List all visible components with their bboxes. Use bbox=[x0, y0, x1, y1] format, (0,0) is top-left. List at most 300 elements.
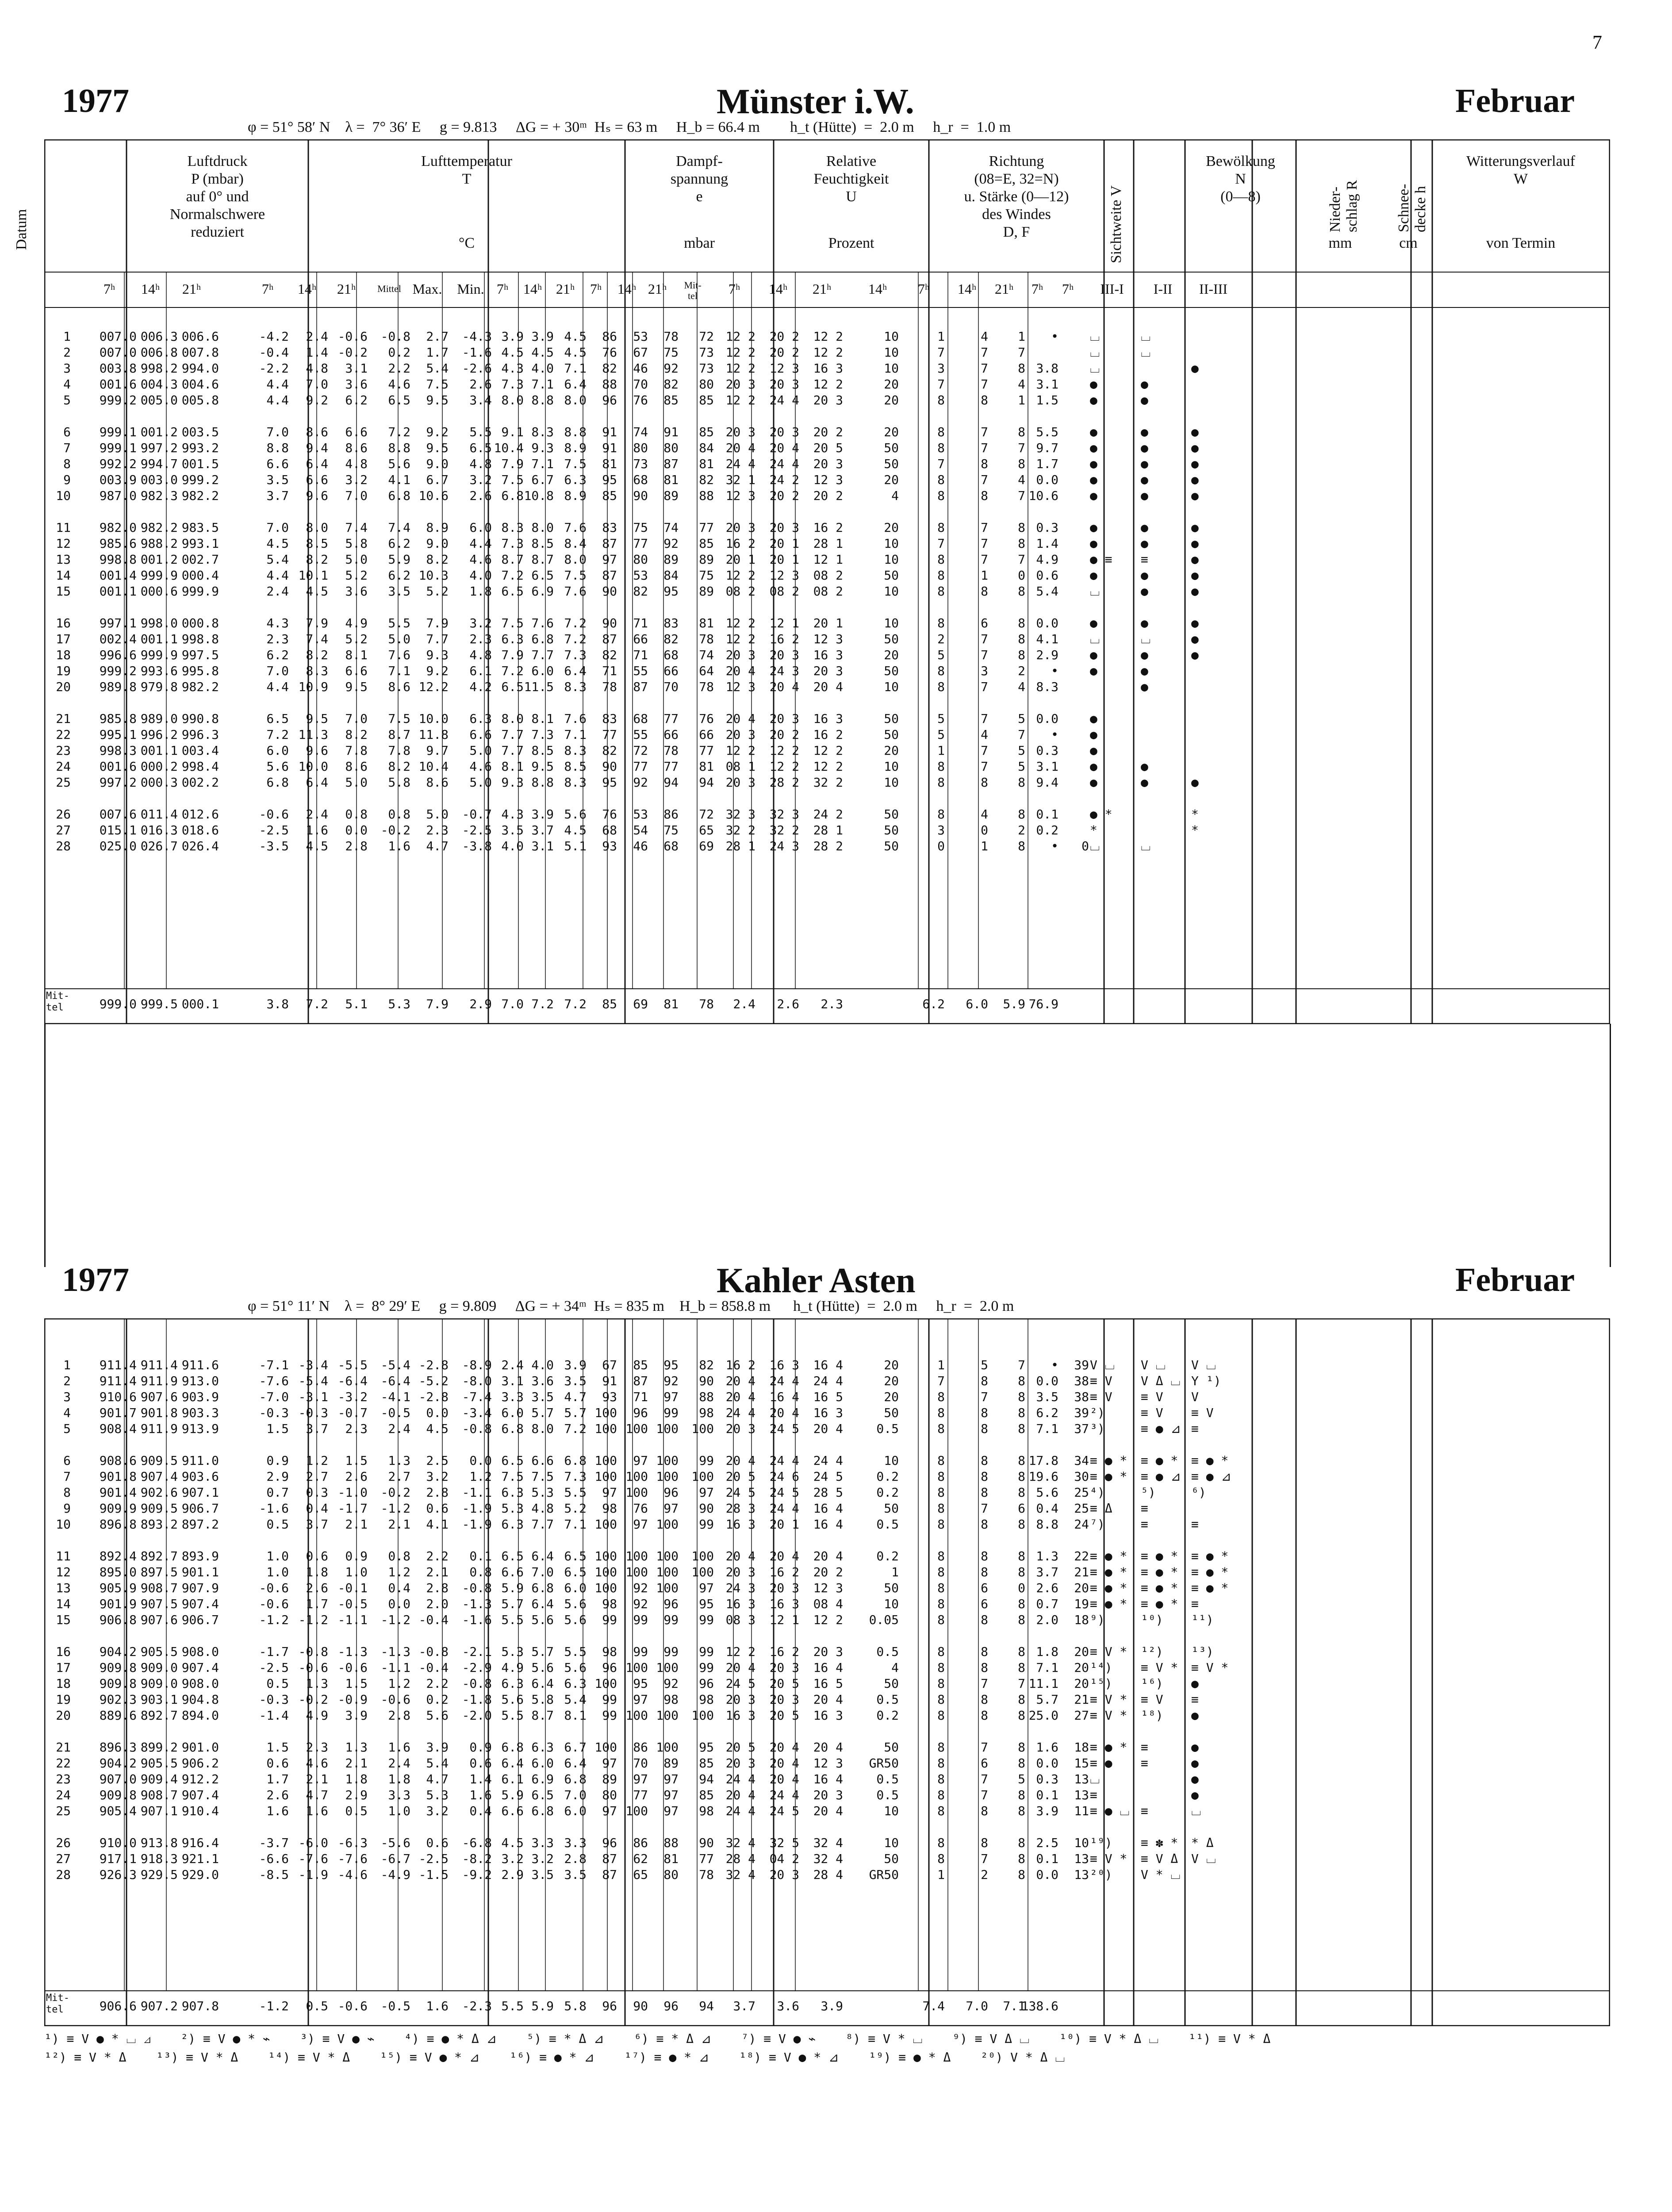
cell-tmin: 0.9 bbox=[469, 1740, 492, 1755]
cell-u21: 81 bbox=[663, 1851, 679, 1866]
cell-tm: 5.5 bbox=[388, 616, 410, 630]
cell-n7: 8 bbox=[937, 1772, 945, 1786]
cell-v14: 50 bbox=[884, 457, 899, 471]
cell-tmax: 3.2 bbox=[426, 1804, 449, 1818]
cell-u21: 81 bbox=[663, 472, 679, 487]
cell-n7: 1 bbox=[937, 743, 945, 758]
cell-tm: 1.2 bbox=[388, 1676, 410, 1691]
cell-p21: 002.2 bbox=[181, 775, 219, 790]
cell-tmin: 2.3 bbox=[469, 632, 492, 646]
cell-t14: -0.2 bbox=[298, 1692, 328, 1707]
day-number: 23 bbox=[56, 1772, 71, 1786]
cell-n7: 8 bbox=[937, 552, 945, 567]
cell-ww2: ≡ bbox=[1141, 1501, 1148, 1516]
cell-tm: 6.5 bbox=[388, 393, 410, 407]
cell-n7: 8 bbox=[937, 1581, 945, 1595]
cell-tmin: 6.0 bbox=[469, 520, 492, 535]
cell-e21: 6.0 bbox=[564, 1581, 587, 1595]
cell-n14: 7 bbox=[981, 441, 988, 455]
cell-tmax: 2.1 bbox=[426, 1565, 449, 1579]
cell-n21: 8 bbox=[1018, 1374, 1025, 1388]
cell-u7: 100 bbox=[594, 1406, 617, 1420]
cell-ww2: ≡ ● * bbox=[1141, 1597, 1178, 1611]
cell-n21: 8 bbox=[1018, 1485, 1025, 1500]
cell-v14: 10 bbox=[884, 680, 899, 694]
cell-tm: -0.6 bbox=[380, 1692, 410, 1707]
cell-t7: -0.4 bbox=[259, 345, 289, 360]
cell-w21: 20 3 bbox=[813, 1644, 843, 1659]
cell-tm: 3.3 bbox=[388, 1788, 410, 1802]
cell-v14: 50 bbox=[884, 568, 899, 583]
cell-t14: 10.0 bbox=[298, 759, 328, 774]
cell-tmin: -8.2 bbox=[462, 1851, 492, 1866]
cell-tmax: 9.2 bbox=[426, 664, 449, 678]
cell-ww3: ¹¹) bbox=[1191, 1613, 1214, 1627]
cell-e14: 10.8 bbox=[524, 488, 554, 503]
cell-v14: 20 bbox=[884, 648, 899, 662]
cell-tmax: 10.0 bbox=[418, 711, 449, 726]
cell-p14: 982.3 bbox=[140, 488, 178, 503]
cell-w14: 24 4 bbox=[769, 1453, 799, 1468]
cell-tmax: 1.7 bbox=[426, 345, 449, 360]
cell-ww1: ⌴ bbox=[1090, 329, 1100, 344]
cell-u14: 53 bbox=[633, 329, 648, 344]
cell-p14: 998.2 bbox=[140, 361, 178, 376]
cell-p7: 909.8 bbox=[99, 1788, 137, 1802]
cell-t21: -1.3 bbox=[337, 1644, 368, 1659]
cell-rr: 5.5 bbox=[1036, 425, 1058, 439]
cell-n7: 8 bbox=[937, 1676, 945, 1691]
cell-tmin: -1.1 bbox=[462, 1485, 492, 1500]
cell-ww1: ⌴ bbox=[1090, 839, 1100, 853]
cell-t7: 1.7 bbox=[266, 1772, 289, 1786]
cell-w7: 12 2 bbox=[725, 345, 755, 360]
header-lufttemperatur: Lufttemperatur T bbox=[421, 153, 512, 187]
cell-u7: 98 bbox=[602, 1644, 617, 1659]
cell-p21: 911.6 bbox=[181, 1358, 219, 1372]
cell-ww3: ≡ ● * bbox=[1191, 1581, 1229, 1595]
cell-n14: 7 bbox=[981, 1772, 988, 1786]
cell-ww1: ● bbox=[1090, 743, 1097, 758]
cell-e21: 7.0 bbox=[564, 1788, 587, 1802]
day-number: 11 bbox=[56, 520, 71, 535]
subheader-n21: 21ʰ bbox=[994, 281, 1014, 297]
cell-ww1: ≡ V * bbox=[1090, 1708, 1127, 1723]
cell-u14: 54 bbox=[633, 823, 648, 837]
cell-e21: 5.6 bbox=[564, 1660, 587, 1675]
cell-n7: 8 bbox=[937, 1836, 945, 1850]
cell-tm: -5.4 bbox=[380, 1358, 410, 1372]
cell-rr: 2.6 bbox=[1036, 1581, 1058, 1595]
cell-w7: 24 4 bbox=[725, 1406, 755, 1420]
cell-t14: 1.8 bbox=[306, 1565, 328, 1579]
cell-w14: 20 3 bbox=[769, 711, 799, 726]
cell-p14: 993.6 bbox=[140, 664, 178, 678]
cell-e14: 8.1 bbox=[531, 711, 554, 726]
cell-rr: 1.7 bbox=[1036, 457, 1058, 471]
cell-v14: 10 bbox=[884, 345, 899, 360]
cell-t21: -1.7 bbox=[337, 1501, 368, 1516]
cell-rr: 0.3 bbox=[1036, 1772, 1058, 1786]
cell-n21: 8 bbox=[1018, 616, 1025, 630]
cell-ww2: ≡ V Δ bbox=[1141, 1851, 1178, 1866]
cell-ww1: ● ≡ bbox=[1090, 552, 1112, 567]
cell-e7: 8.3 bbox=[501, 520, 524, 535]
cell-w7: 20 3 bbox=[725, 775, 755, 790]
cell-t21: -0.7 bbox=[337, 1406, 368, 1420]
cell-ww1: ⌴ bbox=[1090, 345, 1100, 360]
cell-p21: 000.8 bbox=[181, 616, 219, 630]
day-number: 24 bbox=[56, 759, 71, 774]
cell-ww2: ¹⁶) bbox=[1141, 1676, 1163, 1691]
cell-w7: 16 2 bbox=[725, 536, 755, 551]
cell-u14: 80 bbox=[633, 552, 648, 567]
cell-t14: 4.8 bbox=[306, 361, 328, 376]
cell-w7: 20 3 bbox=[725, 727, 755, 742]
cell-ww3: ● bbox=[1191, 1772, 1199, 1786]
cell-ww1: ⌴ bbox=[1090, 361, 1100, 376]
cell-v14: 50 bbox=[884, 1501, 899, 1516]
cell-w7: 12 2 bbox=[725, 393, 755, 407]
cell-t14: 4.5 bbox=[306, 584, 328, 599]
cell-tmin: 3.4 bbox=[469, 393, 492, 407]
cell-n21: 2 bbox=[1018, 823, 1025, 837]
cell-tmin: -2.5 bbox=[462, 823, 492, 837]
cell-um: 100 bbox=[691, 1708, 714, 1723]
cell-e14: 6.4 bbox=[531, 1676, 554, 1691]
cell-n21: 7 bbox=[1018, 345, 1025, 360]
cell-t21: -0.5 bbox=[337, 1597, 368, 1611]
subheader-rr: 7ʰ bbox=[1031, 281, 1043, 297]
cell-p21: 012.6 bbox=[181, 807, 219, 822]
cell-t21: 0.5 bbox=[345, 1804, 368, 1818]
cell-v14: 10 bbox=[884, 536, 899, 551]
day-number: 16 bbox=[56, 1644, 71, 1659]
cell-um: 99 bbox=[699, 1613, 714, 1627]
cell-tmin: 6.1 bbox=[469, 664, 492, 678]
cell-n21: 8 bbox=[1018, 1740, 1025, 1755]
cell-t14: 4.5 bbox=[306, 839, 328, 853]
cell-um: 81 bbox=[699, 616, 714, 630]
station-name: Kahler Asten bbox=[717, 1261, 916, 1300]
cell-t7: 0.5 bbox=[266, 1517, 289, 1532]
cell-w14: 32 5 bbox=[769, 1836, 799, 1850]
cell-u21: 92 bbox=[663, 1374, 679, 1388]
cell-t7: -0.3 bbox=[259, 1406, 289, 1420]
day-number: 17 bbox=[56, 1660, 71, 1675]
cell-ww1: ¹⁵) bbox=[1090, 1676, 1112, 1691]
cell-p21: 999.2 bbox=[181, 472, 219, 487]
cell-p14: 893.2 bbox=[140, 1517, 178, 1532]
cell-u14: 99 bbox=[633, 1644, 648, 1659]
cell-p21: 901.1 bbox=[181, 1565, 219, 1579]
cell-tm: 7.1 bbox=[388, 664, 410, 678]
cell-u21: 84 bbox=[663, 568, 679, 583]
cell-w14: 20 2 bbox=[769, 488, 799, 503]
cell-n14: 7 bbox=[981, 536, 988, 551]
cell-ww2: ● bbox=[1141, 377, 1148, 392]
cell-p7: 982.0 bbox=[99, 520, 137, 535]
cell-v14: 0.2 bbox=[876, 1708, 899, 1723]
cell-w7: 16 3 bbox=[725, 1517, 755, 1532]
cell-u7: 82 bbox=[602, 648, 617, 662]
cell-u7: 97 bbox=[602, 1804, 617, 1818]
cell-ww1: ● bbox=[1090, 568, 1097, 583]
cell-e14: 3.7 bbox=[531, 823, 554, 837]
cell-rr: 9.7 bbox=[1036, 441, 1058, 455]
cell-e14: 8.8 bbox=[531, 393, 554, 407]
cell-sd: 34 bbox=[1074, 1453, 1089, 1468]
cell-u7: 93 bbox=[602, 1390, 617, 1404]
cell-u21: 99 bbox=[663, 1644, 679, 1659]
cell-ww2: ● bbox=[1141, 584, 1148, 599]
cell-u7: 96 bbox=[602, 393, 617, 407]
cell-v14: GR50 bbox=[869, 1756, 899, 1770]
cell-n14: 8 bbox=[981, 584, 988, 599]
cell-t21: 0.8 bbox=[345, 807, 368, 822]
cell-e21: 4.5 bbox=[564, 345, 587, 360]
cell-n14: 4 bbox=[981, 727, 988, 742]
cell-p21: 996.3 bbox=[181, 727, 219, 742]
cell-w21: 32 2 bbox=[813, 775, 843, 790]
cell-n14: 6 bbox=[981, 1581, 988, 1595]
mean-p7: 999.0 bbox=[99, 997, 137, 1011]
cell-t7: 0.7 bbox=[266, 1485, 289, 1500]
cell-p14: 003.0 bbox=[140, 472, 178, 487]
cell-n14: 7 bbox=[981, 1851, 988, 1866]
cell-t14: 8.5 bbox=[306, 536, 328, 551]
cell-n21: 0 bbox=[1018, 1581, 1025, 1595]
cell-w21: 20 3 bbox=[813, 1788, 843, 1802]
cell-tmax: 2.7 bbox=[426, 329, 449, 344]
cell-e14: 6.3 bbox=[531, 1740, 554, 1755]
footnote-line: ¹²) ≡ V * Δ ¹³) ≡ V * Δ ¹⁴) ≡ V * Δ ¹⁵) ≡ V ● * ⊿ ¹⁶) ≡ ● * ⊿ ¹⁷) ≡ ● * ⊿ ¹⁸) ≡ V ● * ⊿ ¹⁹) ≡ ● * Δ ²⁰) V * Δ ⌴ bbox=[44, 2050, 1065, 2065]
cell-e7: 6.5 bbox=[501, 584, 524, 599]
cell-tmax: -0.4 bbox=[418, 1613, 449, 1627]
cell-ww3: ⌴ bbox=[1191, 1804, 1201, 1818]
cell-e21: 7.1 bbox=[564, 1517, 587, 1532]
cell-rr: 1.4 bbox=[1036, 536, 1058, 551]
cell-tmax: 0.0 bbox=[426, 1406, 449, 1420]
cell-u14: 74 bbox=[633, 425, 648, 439]
cell-u7: 90 bbox=[602, 584, 617, 599]
cell-n14: 8 bbox=[981, 1804, 988, 1818]
cell-n21: 8 bbox=[1018, 1788, 1025, 1802]
cell-n21: 2 bbox=[1018, 664, 1025, 678]
cell-e7: 7.3 bbox=[501, 377, 524, 392]
cell-t14: 1.4 bbox=[306, 345, 328, 360]
cell-e14: 6.6 bbox=[531, 1453, 554, 1468]
cell-u21: 68 bbox=[663, 648, 679, 662]
cell-e7: 7.9 bbox=[501, 457, 524, 471]
cell-n14: 8 bbox=[981, 1469, 988, 1484]
cell-tmin: -1.9 bbox=[462, 1517, 492, 1532]
cell-e7: 5.5 bbox=[501, 1613, 524, 1627]
cell-p7: 917.1 bbox=[99, 1851, 137, 1866]
cell-e7: 3.5 bbox=[501, 823, 524, 837]
cell-p7: 995.1 bbox=[99, 727, 137, 742]
cell-p14: 000.2 bbox=[140, 759, 178, 774]
cell-t7: 6.5 bbox=[266, 711, 289, 726]
cell-ww1: ⌴ bbox=[1090, 632, 1100, 646]
cell-p14: 988.2 bbox=[140, 536, 178, 551]
cell-w21: 32 4 bbox=[813, 1851, 843, 1866]
cell-e14: 7.5 bbox=[531, 1469, 554, 1484]
cell-tmin: 5.5 bbox=[469, 425, 492, 439]
cell-tm: -1.2 bbox=[380, 1501, 410, 1516]
cell-e21: 8.3 bbox=[564, 680, 587, 694]
day-number: 13 bbox=[56, 1581, 71, 1595]
day-number: 12 bbox=[56, 536, 71, 551]
cell-um: 74 bbox=[699, 648, 714, 662]
cell-p14: 909.4 bbox=[140, 1772, 178, 1786]
cell-tm: 2.1 bbox=[388, 1517, 410, 1532]
cell-t21: 3.6 bbox=[345, 584, 368, 599]
cell-p21: 908.0 bbox=[181, 1644, 219, 1659]
cell-n21: 8 bbox=[1018, 1692, 1025, 1707]
cell-ww2: ● bbox=[1141, 441, 1148, 455]
cell-n14: 4 bbox=[981, 329, 988, 344]
cell-w14: 24 4 bbox=[769, 393, 799, 407]
mean-e14: 5.9 bbox=[531, 1999, 554, 2013]
cell-tm: 6.2 bbox=[388, 568, 410, 583]
mean-rr: 76.9 bbox=[1028, 997, 1058, 1011]
cell-ww2: ● bbox=[1141, 472, 1148, 487]
cell-tmin: 0.1 bbox=[469, 1549, 492, 1563]
cell-rr: 17.8 bbox=[1028, 1453, 1058, 1468]
cell-n7: 5 bbox=[937, 648, 945, 662]
cell-u7: 68 bbox=[602, 823, 617, 837]
cell-u7: 76 bbox=[602, 345, 617, 360]
cell-w21: 16 2 bbox=[813, 520, 843, 535]
cell-rr: 6.2 bbox=[1036, 1406, 1058, 1420]
cell-v14: 0.5 bbox=[876, 1644, 899, 1659]
cell-tmax: 5.4 bbox=[426, 1756, 449, 1770]
cell-ww1: ⌴ bbox=[1090, 1772, 1100, 1786]
cell-sd: 38 bbox=[1074, 1374, 1089, 1388]
cell-u21: 97 bbox=[663, 1390, 679, 1404]
mean-p7: 906.6 bbox=[99, 1999, 137, 2013]
cell-n7: 8 bbox=[937, 680, 945, 694]
cell-um: 77 bbox=[699, 520, 714, 535]
footnote-line: ¹) ≡ V ● * ⌴ ⊿ ²) ≡ V ● * ⌁ ³) ≡ V ● ⌁ ⁴) ≡ ● * Δ ⊿ ⁵) ≡ * Δ ⊿ ⁶) ≡ * Δ ⊿ ⁷) ≡ V ● ⌁ ⁸) ≡ V * ⌴ ⁹) ≡ V Δ ⌴ ¹⁰) ≡ V * Δ ⌴ ¹¹) ≡ V * Δ bbox=[44, 2032, 1271, 2046]
station-name: Münster i.W. bbox=[717, 82, 914, 121]
cell-tmin: -3.4 bbox=[462, 1406, 492, 1420]
cell-t14: 2.4 bbox=[306, 807, 328, 822]
cell-w7: 28 3 bbox=[725, 1501, 755, 1516]
cell-u21: 74 bbox=[663, 520, 679, 535]
cell-p7: 001.6 bbox=[99, 377, 137, 392]
cell-ww3: ● bbox=[1191, 1756, 1199, 1770]
cell-u14: 92 bbox=[633, 1581, 648, 1595]
cell-t21: 5.0 bbox=[345, 775, 368, 790]
cell-e7: 6.3 bbox=[501, 1485, 524, 1500]
cell-n7: 8 bbox=[937, 1613, 945, 1627]
cell-n7: 8 bbox=[937, 1597, 945, 1611]
mean-e7: 7.0 bbox=[501, 997, 524, 1011]
cell-w7: 12 2 bbox=[725, 743, 755, 758]
cell-t21: 5.8 bbox=[345, 536, 368, 551]
cell-rr: 0.3 bbox=[1036, 520, 1058, 535]
cell-w21: 24 4 bbox=[813, 1453, 843, 1468]
cell-tmin: -0.8 bbox=[462, 1581, 492, 1595]
cell-w7: 12 2 bbox=[725, 329, 755, 344]
cell-n21: 0 bbox=[1018, 568, 1025, 583]
cell-n14: 1 bbox=[981, 568, 988, 583]
cell-p21: 003.5 bbox=[181, 425, 219, 439]
cell-n21: 8 bbox=[1018, 1565, 1025, 1579]
cell-ww3: ¹³) bbox=[1191, 1644, 1214, 1659]
cell-t21: 8.2 bbox=[345, 727, 368, 742]
cell-t21: 1.5 bbox=[345, 1676, 368, 1691]
cell-tmax: 5.0 bbox=[426, 807, 449, 822]
mittel-label: Mit- tel bbox=[46, 991, 69, 1013]
cell-p14: 909.0 bbox=[140, 1660, 178, 1675]
cell-u21: 99 bbox=[663, 1406, 679, 1420]
cell-t7: 2.3 bbox=[266, 632, 289, 646]
cell-tmax: 3.9 bbox=[426, 1740, 449, 1755]
cell-tmax: -2.8 bbox=[418, 1390, 449, 1404]
cell-e21: 8.5 bbox=[564, 759, 587, 774]
cell-t21: -0.2 bbox=[337, 345, 368, 360]
cell-p14: 899.2 bbox=[140, 1740, 178, 1755]
cell-t21: 2.6 bbox=[345, 1469, 368, 1484]
cell-u14: 100 bbox=[625, 1469, 648, 1484]
cell-tm: 8.6 bbox=[388, 680, 410, 694]
cell-ww1: ≡ ● * bbox=[1090, 1581, 1127, 1595]
cell-e7: 4.5 bbox=[501, 345, 524, 360]
cell-e21: 8.0 bbox=[564, 393, 587, 407]
cell-p14: 997.2 bbox=[140, 441, 178, 455]
cell-rr: 0.0 bbox=[1036, 1756, 1058, 1770]
cell-sd: 15 bbox=[1074, 1756, 1089, 1770]
cell-w7: 12 2 bbox=[725, 568, 755, 583]
cell-ww1: ● bbox=[1090, 664, 1097, 678]
cell-tm: 6.8 bbox=[388, 488, 410, 503]
cell-ww1: ● bbox=[1090, 711, 1097, 726]
cell-u14: 97 bbox=[633, 1692, 648, 1707]
cell-ww3: ● bbox=[1191, 1740, 1199, 1755]
cell-t7: -1.4 bbox=[259, 1708, 289, 1723]
cell-t7: -2.5 bbox=[259, 1660, 289, 1675]
cell-sd: 21 bbox=[1074, 1565, 1089, 1579]
cell-um: 84 bbox=[699, 441, 714, 455]
day-number: 25 bbox=[56, 1804, 71, 1818]
cell-v14: 50 bbox=[884, 1676, 899, 1691]
cell-u14: 46 bbox=[633, 361, 648, 376]
cell-p14: 994.7 bbox=[140, 457, 178, 471]
mean-n14: 7.0 bbox=[966, 1999, 988, 2013]
cell-tmax: 10.3 bbox=[418, 568, 449, 583]
cell-v14: 50 bbox=[884, 1581, 899, 1595]
cell-tmin: 2.6 bbox=[469, 488, 492, 503]
cell-u21: 89 bbox=[663, 552, 679, 567]
cell-e7: 2.9 bbox=[501, 1867, 524, 1882]
cell-p7: 909.8 bbox=[99, 1660, 137, 1675]
unit-mm: mm bbox=[1328, 235, 1352, 251]
cell-u21: 91 bbox=[663, 425, 679, 439]
cell-t21: 0.0 bbox=[345, 823, 368, 837]
cell-e14: 7.7 bbox=[531, 648, 554, 662]
cell-n21: 8 bbox=[1018, 1597, 1025, 1611]
cell-e14: 6.9 bbox=[531, 584, 554, 599]
cell-w14: 20 4 bbox=[769, 1740, 799, 1755]
cell-ww3: ● bbox=[1191, 441, 1199, 455]
cell-ww2: ≡ ● * bbox=[1141, 1453, 1178, 1468]
cell-w14: 16 2 bbox=[769, 1644, 799, 1659]
cell-ww3: ● bbox=[1191, 472, 1199, 487]
cell-e14: 7.3 bbox=[531, 727, 554, 742]
